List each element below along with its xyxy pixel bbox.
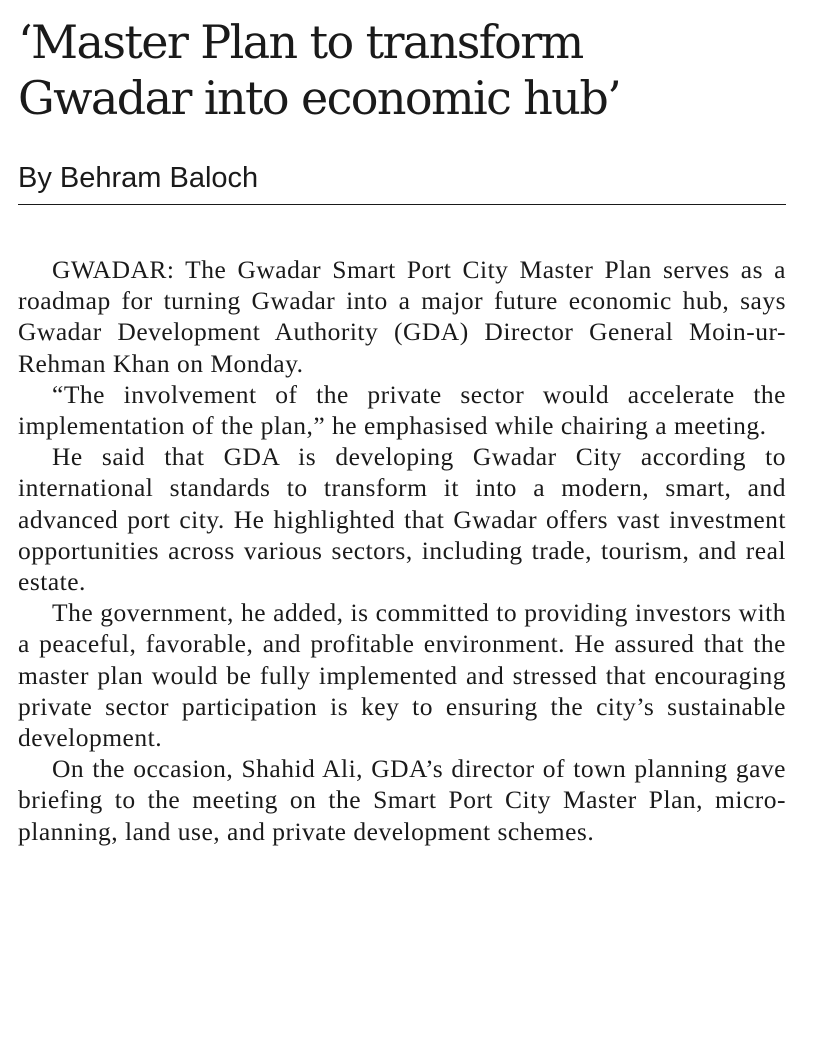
paragraph-2: “The involvement of the private sector would accelerate the implementation of the plan,” he emphasised while chairing a meeting. [18, 379, 786, 441]
paragraph-1: GWADAR: The Gwadar Smart Port City Master Plan serves as a roadmap for turning Gwadar into a major future economic hub, says Gwadar Development Authority (GDA) Director General Moin-ur-Rehman Khan on Monday. [18, 255, 786, 378]
paragraph-4: The government, he added, is committed to providing investors with a peaceful, favorable, and profitable environment. He assured that the master plan would be fully implemented and stressed that encouraging private sector participation is key to ensuring the city’s sustainable development. [18, 598, 786, 753]
headline [18, 14, 786, 126]
paragraph-5: On the occasion, Shahid Ali, GDA’s director of town planning gave briefing to the meeting on the Smart Port City Master Plan, micro-planning, land use, and private development schemes. [18, 754, 786, 846]
byline: By Behram Baloch [18, 160, 786, 205]
headline-line-2: Gwadar into economic hub’ [18, 71, 621, 125]
article-body [18, 254, 786, 847]
news-article [18, 14, 786, 847]
headline-line-1: ‘Master Plan to transform [18, 15, 583, 69]
paragraph-3: He said that GDA is developing Gwadar City according to international standards to transform it into a modern, smart, and advanced port city. He highlighted that Gwadar offers vast investment opportunities across various sectors, including trade, tourism, and real estate. [18, 442, 786, 597]
